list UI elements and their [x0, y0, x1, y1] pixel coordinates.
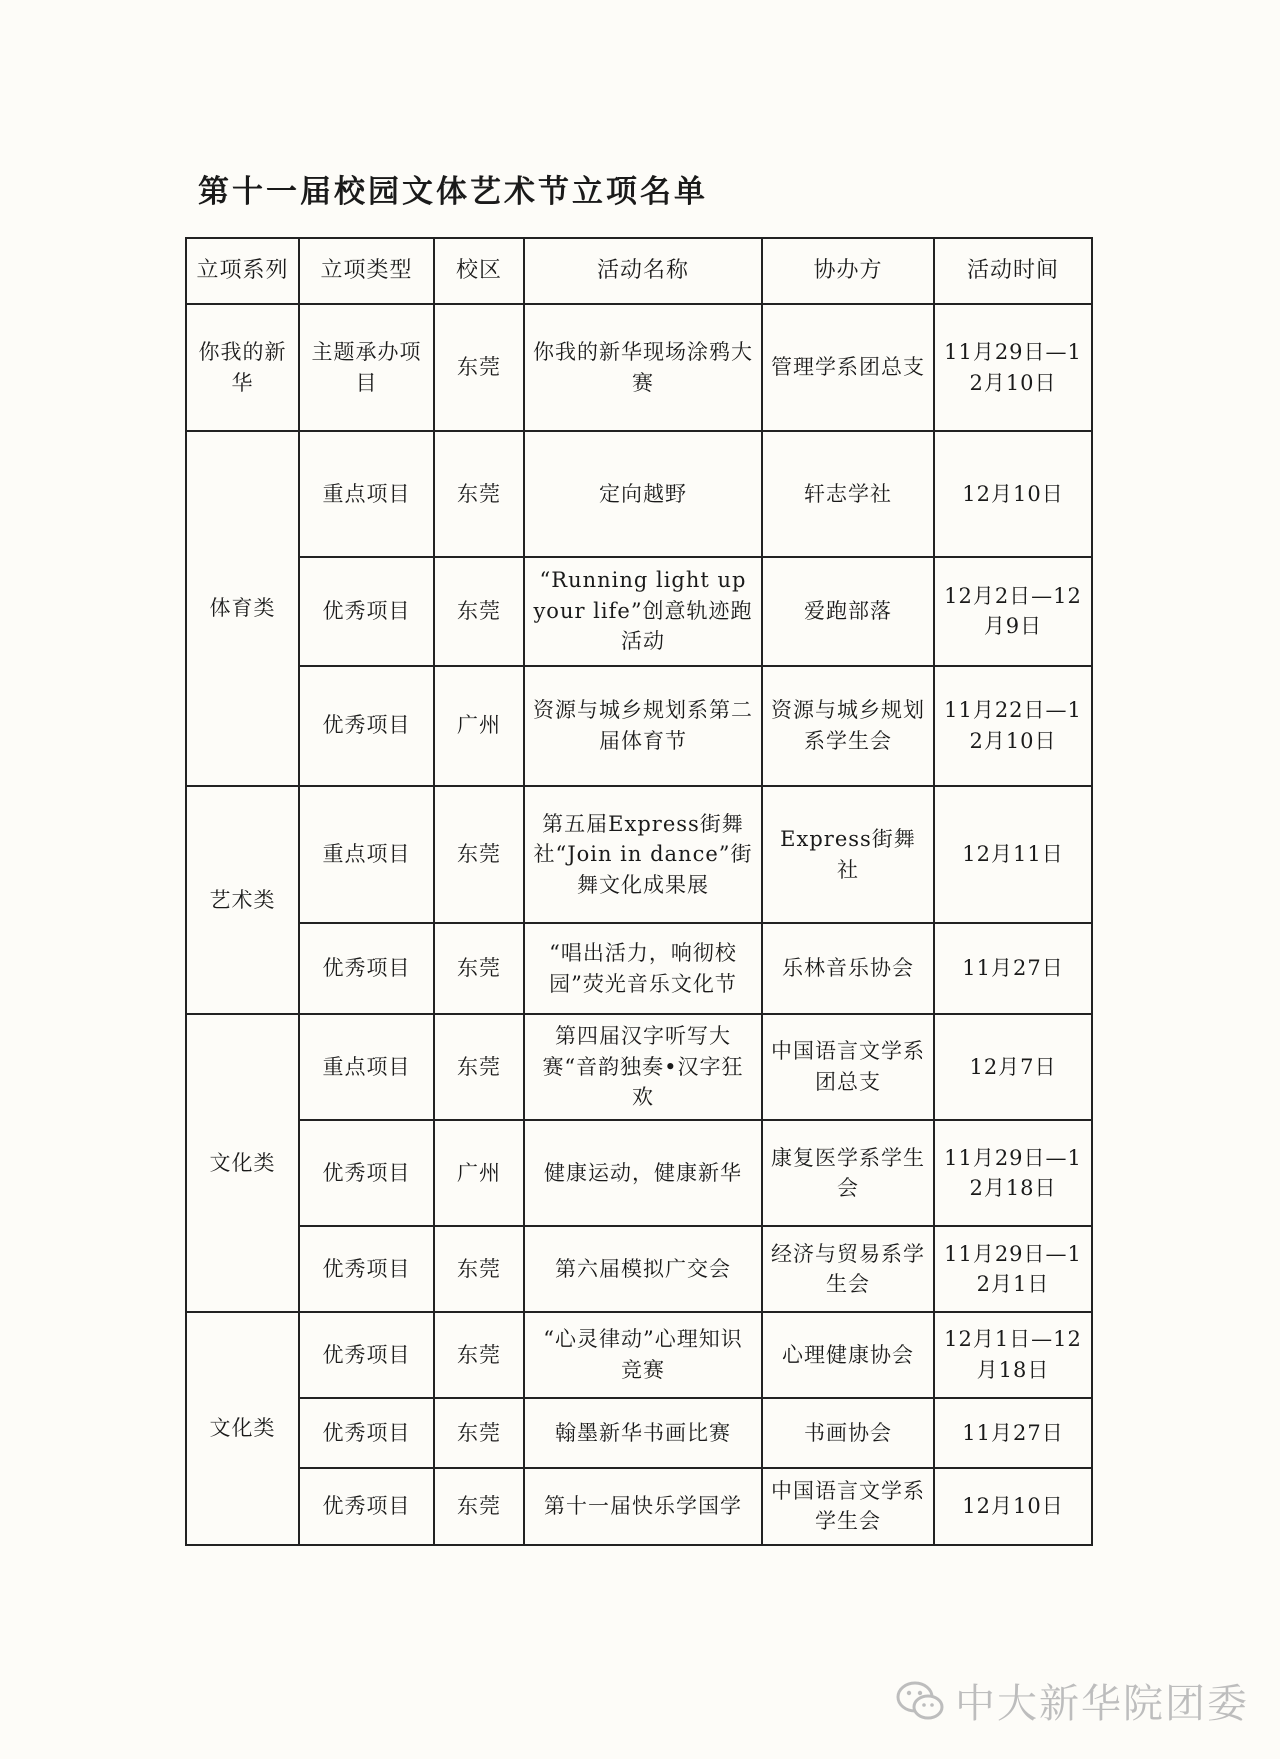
page-title: 第十一届校园文体艺术节立项名单	[198, 174, 708, 210]
campus-cell: 东莞	[434, 1398, 524, 1468]
activity-name-cell: 定向越野	[524, 431, 762, 556]
campus-cell: 东莞	[434, 557, 524, 666]
table-row	[186, 1226, 1092, 1311]
type-cell: 优秀项目	[299, 923, 434, 1013]
wechat-icon	[895, 1679, 945, 1723]
table-row	[186, 1468, 1092, 1545]
type-cell: 优秀项目	[299, 1312, 434, 1398]
campus-cell: 东莞	[434, 1226, 524, 1311]
campus-cell: 东莞	[434, 1468, 524, 1545]
time-cell: 12月10日	[934, 1468, 1092, 1545]
activity-name-cell: “心灵律动”心理知识竞赛	[524, 1312, 762, 1398]
campus-cell: 广州	[434, 1120, 524, 1227]
partner-cell: 管理学系团总支	[762, 304, 934, 431]
time-cell: 12月10日	[934, 431, 1092, 556]
time-cell: 12月1日—12月18日	[934, 1312, 1092, 1398]
campus-cell: 广州	[434, 666, 524, 786]
campus-cell: 东莞	[434, 1312, 524, 1398]
activity-name-cell: 健康运动，健康新华	[524, 1120, 762, 1227]
campus-cell: 东莞	[434, 923, 524, 1013]
account-name: 中大新华院团委	[955, 1681, 1249, 1727]
table-row	[186, 304, 1092, 431]
column-header: 立项类型	[299, 238, 434, 304]
time-cell: 11月29日—12月18日	[934, 1120, 1092, 1227]
activity-name-cell: 第四届汉字听写大赛“音韵独奏•汉字狂欢	[524, 1014, 762, 1120]
partner-cell: 经济与贸易系学生会	[762, 1226, 934, 1311]
partner-cell: 中国语言文学系学生会	[762, 1468, 934, 1545]
type-cell: 优秀项目	[299, 1398, 434, 1468]
activity-name-cell: 第六届模拟广交会	[524, 1226, 762, 1311]
series-cell: 艺术类	[186, 786, 299, 1014]
table-row	[186, 557, 1092, 666]
time-cell: 11月22日—12月10日	[934, 666, 1092, 786]
campus-cell: 东莞	[434, 304, 524, 431]
partner-cell: 心理健康协会	[762, 1312, 934, 1398]
series-cell: 体育类	[186, 431, 299, 785]
partner-cell: Express街舞社	[762, 786, 934, 924]
series-cell: 文化类	[186, 1014, 299, 1312]
column-header: 协办方	[762, 238, 934, 304]
type-cell: 优秀项目	[299, 1468, 434, 1545]
table-row	[186, 786, 1092, 924]
table-row	[186, 923, 1092, 1013]
table-row	[186, 431, 1092, 556]
time-cell: 11月29日—12月1日	[934, 1226, 1092, 1311]
time-cell: 11月27日	[934, 923, 1092, 1013]
partner-cell: 爱跑部落	[762, 557, 934, 666]
partner-cell: 轩志学社	[762, 431, 934, 556]
table-row	[186, 1014, 1092, 1120]
partner-cell: 中国语言文学系团总支	[762, 1014, 934, 1120]
column-header: 活动名称	[524, 238, 762, 304]
project-table	[185, 237, 1093, 1546]
time-cell: 12月11日	[934, 786, 1092, 924]
activity-name-cell: 翰墨新华书画比赛	[524, 1398, 762, 1468]
table-row	[186, 1312, 1092, 1398]
partner-cell: 乐林音乐协会	[762, 923, 934, 1013]
partner-cell: 书画协会	[762, 1398, 934, 1468]
activity-name-cell: “Running light up your life”创意轨迹跑活动	[524, 557, 762, 666]
type-cell: 重点项目	[299, 1014, 434, 1120]
table-header-row	[186, 238, 1092, 304]
column-header: 立项系列	[186, 238, 299, 304]
activity-name-cell: 资源与城乡规划系第二届体育节	[524, 666, 762, 786]
series-cell: 文化类	[186, 1312, 299, 1545]
table-row	[186, 1120, 1092, 1227]
activity-name-cell: “唱出活力，响彻校园”荧光音乐文化节	[524, 923, 762, 1013]
time-cell: 11月29日—12月10日	[934, 304, 1092, 431]
type-cell: 重点项目	[299, 431, 434, 556]
series-cell: 你我的新华	[186, 304, 299, 431]
activity-name-cell: 你我的新华现场涂鸦大赛	[524, 304, 762, 431]
type-cell: 优秀项目	[299, 1120, 434, 1227]
table-row	[186, 666, 1092, 786]
column-header: 校区	[434, 238, 524, 304]
time-cell: 12月2日—12月9日	[934, 557, 1092, 666]
partner-cell: 资源与城乡规划系学生会	[762, 666, 934, 786]
type-cell: 优秀项目	[299, 557, 434, 666]
type-cell: 优秀项目	[299, 1226, 434, 1311]
campus-cell: 东莞	[434, 431, 524, 556]
watermark	[895, 1672, 1249, 1729]
campus-cell: 东莞	[434, 1014, 524, 1120]
campus-cell: 东莞	[434, 786, 524, 924]
partner-cell: 康复医学系学生会	[762, 1120, 934, 1227]
type-cell: 主题承办项目	[299, 304, 434, 431]
activity-name-cell: 第十一届快乐学国学	[524, 1468, 762, 1545]
column-header: 活动时间	[934, 238, 1092, 304]
time-cell: 12月7日	[934, 1014, 1092, 1120]
type-cell: 重点项目	[299, 786, 434, 924]
time-cell: 11月27日	[934, 1398, 1092, 1468]
table-row	[186, 1398, 1092, 1468]
type-cell: 优秀项目	[299, 666, 434, 786]
activity-name-cell: 第五届Express街舞社“Join in dance”街舞文化成果展	[524, 786, 762, 924]
